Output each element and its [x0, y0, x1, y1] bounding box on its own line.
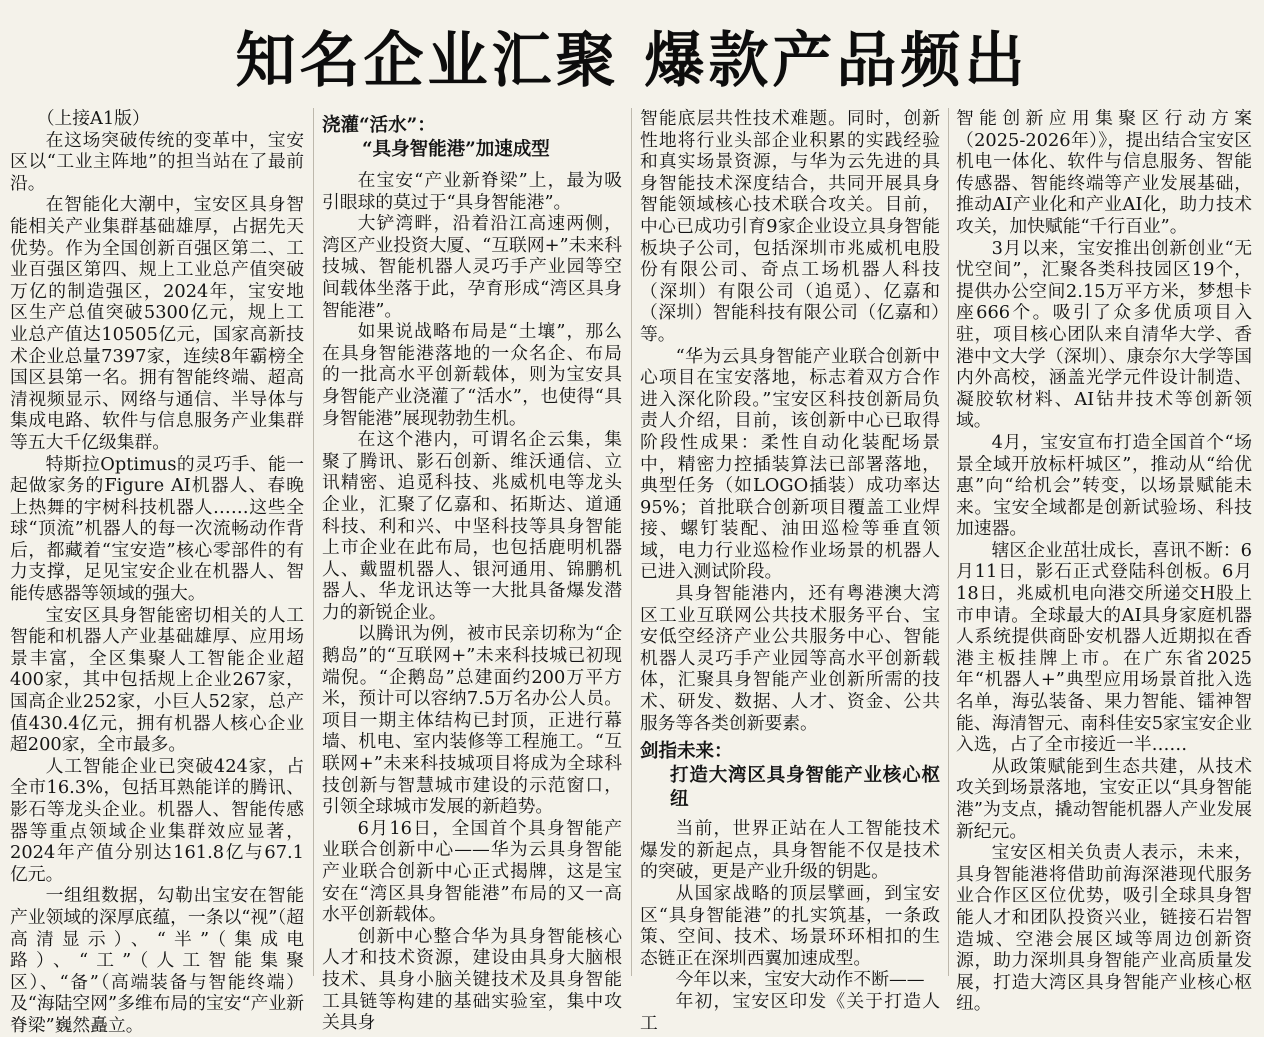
- paragraph: 辖区企业茁壮成长，喜讯不断：6月11日，影石正式登陆科创板。6月18日，兆威机电向港交所递交H股上市申请。全球最大的AI具身家庭机器人系统提供商卧安机器人近期拟在香港主板挂牌上市。在广东省2025年“机器人+”典型应用场景首批入选名单，海弘装备、果力智能、镭神智能、海清智元、南科佳安5家宝安企业入选，占了全市接近一半……: [956, 539, 1252, 756]
- paragraph: 年初，宝安区印发《关于打造人工: [640, 990, 940, 1034]
- paragraph: 宝安区具身智能密切相关的人工智能和机器人产业基础雄厚、应用场景丰富，全区集聚人工智能企业超400家，其中包括规上企业267家，国高企业252家，小巨人52家，总产值430.4亿元，拥有机器人核心企业超200家，全市最多。: [10, 604, 304, 756]
- subheading: 剑指未来：: [640, 741, 733, 763]
- article-column-2: [322, 108, 622, 1034]
- paragraph: 在这场突破传统的变革中，宝安区以“工业主阵地”的担当站在了最前沿。: [10, 129, 304, 194]
- paragraph: 6月16日，全国首个具身智能产业联合创新中心——华为云具身智能产业联合创新中心正式揭牌，这是宝安在“湾区具身智能港”布局的又一高水平创新载体。: [322, 817, 622, 926]
- article-column-3: [640, 108, 940, 1034]
- paragraph: 今年以来，宝安大动作不断——: [675, 969, 925, 991]
- paragraph: 如果说战略布局是“土壤”，那么在具身智能港落地的一众名企、布局的一批高水平创新载体，则为宝安具身智能产业浇灌了“活水”，也使得“具身智能港”展现勃勃生机。: [322, 321, 622, 429]
- paragraph: 人工智能企业已突破424家，占全市16.3%，包括耳熟能详的腾讯、影石等龙头企业。机器人、智能传感器等重点领域企业集群效应显著，2024年产值分别达161.8亿与67.1亿元。: [10, 755, 304, 885]
- headline: 知名企业汇聚 爆款产品频出: [235, 26, 1029, 96]
- column-divider: [948, 108, 949, 976]
- paragraph: 大铲湾畔，沿着沿江高速两侧，湾区产业投资大厦、“互联网+”未来科技城、智能机器人灵巧手产业园等空间载体坐落于此，孕育形成“湾区具身智能港”。: [322, 213, 622, 321]
- paragraph: 当前，世界正站在人工智能技术爆发的新起点，具身智能不仅是技术的突破，更是产业升级的钥匙。: [640, 818, 940, 883]
- continuation-note: （上接A1版）: [36, 108, 150, 129]
- paragraph: 3月以来，宝安推出创新创业“无忧空间”，汇聚各类科技园区19个，提供办公空间2.15万平方米，梦想卡座666个。吸引了众多优质项目入驻，项目核心团队来自清华大学、香港中文大学（深圳）、康奈尔大学等国内外高校，涵盖光学元件设计制造、凝胶软材料、AI钻井技术等创新领域。: [956, 237, 1252, 432]
- paragraph: 在这个港内，可谓名企云集，集聚了腾讯、影石创新、维沃通信、立讯精密、追觅科技、兆威机电等龙头企业，汇聚了亿嘉和、拓斯达、道通科技、利和兴、中坚科技等具身智能上市企业在此布局，也包括鹿明机器人、戴盟机器人、银河通用、锦鹏机器人、华龙讯达等一大批具备爆发潜力的新锐企业。: [322, 429, 622, 623]
- paragraph: 创新中心整合华为具身智能核心人才和技术资源，建设由具身大脑根技术、具身小脑关键技术及具身智能工具链等构建的基础实验室，集中攻关具身: [322, 925, 622, 1034]
- subheading-line-2: 打造大湾区具身智能产业核心枢纽: [670, 765, 940, 811]
- paragraph: 在智能化大潮中，宝安区具身智能相关产业集群基础雄厚，占据先天优势。作为全国创新百强区第二、工业百强区第四、规上工业总产值突破万亿的制造强区，2024年，宝安地区生产总值突破5300亿元，规上工业总产值达10505亿元，国家高新技术企业总量7397家，连续8年霸榜全国区县第一名。拥有智能终端、超高清视频显示、网络与通信、半导体与集成电路、软件与信息服务产业集群等五大千亿级集群。: [10, 194, 304, 453]
- subheading-line-2: “具身智能港”加速成型: [362, 139, 550, 160]
- column-divider: [313, 108, 314, 976]
- paragraph: 以腾讯为例，被市民亲切称为“企鹅岛”的“互联网+”未来科技城已初现端倪。“企鹅岛”总建面约200万平方米，预计可以容纳7.5万名办公人员。项目一期主体结构已封顶，正进行幕墙、机电、室内装修等工程施工。“互联网+”未来科技城项目将成为全球科技创新与智慧城市建设的示范窗口，引领全球城市发展的新趋势。: [322, 623, 622, 818]
- paragraph: 从政策赋能到生态共建，从技术攻关到场景落地，宝安正以“具身智能港”为支点，撬动智能机器人产业发展新纪元。: [956, 755, 1252, 842]
- subheading: 浇灌“活水”：: [322, 115, 436, 136]
- article-column-1: [10, 108, 304, 1036]
- paragraph: 具身智能港内，还有粤港澳大湾区工业互联网公共技术服务平台、宝安低空经济产业公共服务中心、智能机器人灵巧手产业园等高水平创新载体，汇聚具身智能产业创新所需的技术、研发、数据、人才、资金、公共服务等各类创新要素。: [640, 583, 940, 734]
- paragraph: 4月，宝安宣布打造全国首个“场景全域开放标杆城区”，推动从“给优惠”向“给机会”转变，以场景赋能未来。宝安全域都是创新试验场、科技加速器。: [956, 431, 1252, 540]
- paragraph: 智能底层共性技术难题。同时，创新性地将行业头部企业积累的实践经验和真实场景资源，与华为云先进的具身智能技术深度结合，共同开展具身智能领域核心技术联合攻关。目前，中心已成功引育9家企业设立具身智能板块子公司，包括深圳市兆威机电股份有限公司、奇点工场机器人科技（深圳）有限公司（追觅）、亿嘉和（深圳）智能科技有限公司（亿嘉和）等。: [640, 108, 940, 345]
- paragraph: 特斯拉Optimus的灵巧手、能一起做家务的Figure AI机器人、春晚上热舞的宇树科技机器人……这些全球“顶流”机器人的每一次流畅动作背后，都藏着“宝安造”核心零部件的有力支撑，足见宝安企业在机器人、智能传感器等领域的强大。: [10, 453, 304, 605]
- column-divider: [631, 108, 632, 976]
- paragraph: 宝安区相关负责人表示，未来，具身智能港将借助前海深港现代服务业合作区区位优势，吸引全球具身智能人才和团队投资兴业，链接石岩智造城、空港会展区域等周边创新资源，助力深圳具身智能产业高质量发展，打造大湾区具身智能产业核心枢纽。: [956, 842, 1252, 1015]
- paragraph: 智能创新应用集聚区行动方案（2025-2026年）》，提出结合宝安区机电一体化、软件与信息服务、智能传感器、智能终端等产业发展基础，推动AI产业化和产业AI化，助力技术攻关，加快赋能“千行百业”。: [956, 108, 1252, 237]
- paragraph: 从国家战略的顶层擘画，到宝安区“具身智能港”的扎实筑基，一条政策、空间、技术、场景环环相扣的生态链正在深圳西翼加速成型。: [640, 883, 940, 969]
- article-column-4: [956, 108, 1252, 1015]
- paragraph: “华为云具身智能产业联合创新中心项目在宝安落地，标志着双方合作进入深化阶段。”宝安区科技创新局负责人介绍，目前，该创新中心已取得阶段性成果：柔性自动化装配场景中，精密力控插装算法已部署落地，典型任务（如LOGO插装）成功率达95%；首批联合创新项目覆盖工业焊接、螺钉装配、油田巡检等垂直领域，电力行业巡检作业场景的机器人已进入测试阶段。: [640, 345, 940, 583]
- paragraph: 一组组数据，勾勒出宝安在智能产业领域的深厚底蕴，一条以“视”（超高清显示）、“半”（集成电路）、“工”（人工智能集聚区）、“备”（高端装备与智能终端）及“海陆空网”多维布局的宝安“产业新脊梁”巍然矗立。: [10, 885, 304, 1036]
- paragraph: 在宝安“产业新脊梁”上，最为吸引眼球的莫过于“具身智能港”。: [322, 170, 622, 213]
